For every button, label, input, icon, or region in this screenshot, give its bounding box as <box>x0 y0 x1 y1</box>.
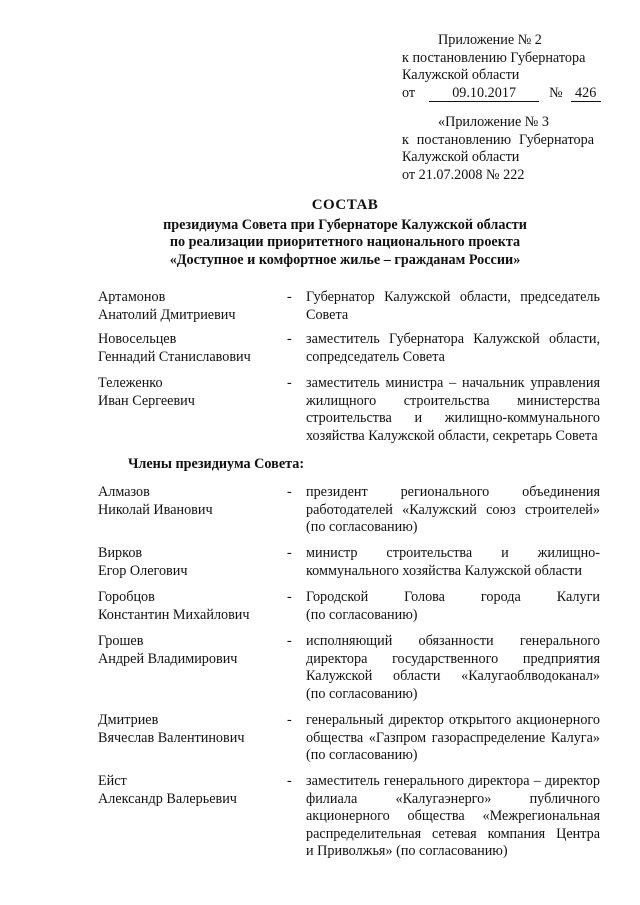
person-surname: Новосельцев <box>98 331 177 347</box>
person-role <box>306 589 600 624</box>
person-role <box>306 773 600 861</box>
role-line: акционерного общества «Межрегиональная <box>306 808 600 825</box>
person-given-name: Николай Иванович <box>98 501 213 518</box>
appendix-2-number-label: № <box>549 84 563 101</box>
heading-title: СОСТАВ <box>311 197 379 213</box>
person-role <box>306 633 600 703</box>
person-given-name: Александр Валерьевич <box>98 790 237 807</box>
role-line: сопредседатель Совета <box>306 348 445 365</box>
person-name <box>98 484 288 519</box>
dash-separator: - <box>287 289 292 305</box>
person-given-name: Анатолий Дмитриевич <box>98 306 236 323</box>
heading-line3: «Доступное и комфортное жилье – гражданам России» <box>169 251 521 268</box>
person-name <box>98 545 288 580</box>
appendix-2-from-label: от <box>402 84 416 101</box>
role-line: общества «Газпром газораспределение Калуга» <box>306 729 600 746</box>
person-given-name: Константин Михайлович <box>98 606 250 623</box>
person-name <box>98 331 288 366</box>
person-given-name: Егор Олегович <box>98 562 188 579</box>
role-line: хозяйства Калужской области, секретарь Совета <box>306 427 598 444</box>
person-surname: Вирков <box>98 545 143 561</box>
person-given-name: Андрей Владимирович <box>98 650 238 667</box>
person-role <box>306 545 600 580</box>
person-surname: Горобцов <box>98 589 155 605</box>
person-surname: Артамонов <box>98 289 166 305</box>
person-role <box>306 375 600 445</box>
appendix-2-number: 426 <box>571 85 601 102</box>
appendix-3-line3: от 21.07.2008 № 222 <box>402 166 525 183</box>
appendix-2-date-line <box>402 85 602 103</box>
appendix-2-block <box>402 32 602 102</box>
role-line: распределительная сетевая компания Центра <box>306 825 600 842</box>
appendix-2-line1: к постановлению Губернатора <box>402 49 586 66</box>
dash-separator: - <box>287 331 292 347</box>
role-line: заместитель генерального директора – директор <box>306 773 600 789</box>
person-surname: Грошев <box>98 633 144 649</box>
person-name <box>98 712 288 747</box>
role-line: (по согласованию) <box>306 606 418 623</box>
person-given-name: Иван Сергеевич <box>98 392 195 409</box>
person-role <box>306 289 600 324</box>
role-line: (по согласованию) <box>306 685 418 702</box>
dash-separator: - <box>287 773 292 789</box>
person-role <box>306 331 600 366</box>
role-line: жилищного строительства министерства <box>306 392 600 409</box>
person-surname: Тележенко <box>98 375 163 391</box>
role-line: Совета <box>306 306 349 323</box>
dash-separator: - <box>287 589 292 605</box>
dash-separator: - <box>287 712 292 728</box>
role-line: и Приволжья» (по согласованию) <box>306 843 508 860</box>
role-line: филиала «Калугаэнерго» публичного <box>306 790 600 807</box>
appendix-3-block <box>402 114 602 184</box>
person-surname: Дмитриев <box>98 712 159 728</box>
role-line: заместитель Губернатора Калужской области, <box>306 331 600 347</box>
role-line: строительства и жилищно-коммунального <box>306 410 600 427</box>
appendix-3-title: «Приложение № 3 <box>438 114 549 130</box>
person-surname: Ейст <box>98 773 127 789</box>
appendix-2-line2: Калужской области <box>402 67 520 84</box>
role-line: Губернатор Калужской области, председатель <box>306 289 600 305</box>
dash-separator: - <box>287 375 292 391</box>
person-surname: Алмазов <box>98 484 150 500</box>
role-line: Городской Голова города Калуги <box>306 589 600 605</box>
role-line: директора государственного предприятия <box>306 650 600 667</box>
person-given-name: Геннадий Станиславович <box>98 348 251 365</box>
person-role <box>306 484 600 537</box>
person-name <box>98 375 288 410</box>
appendix-3-line1: к постановлению Губернатора <box>402 131 594 148</box>
heading-line1: президиума Совета при Губернаторе Калужской области <box>163 216 527 233</box>
role-line: работодателей «Калужский союз строителей» <box>306 501 600 518</box>
appendix-3-line2: Калужской области <box>402 149 520 166</box>
appendix-2-date: 09.10.2017 <box>429 85 539 102</box>
person-role <box>306 712 600 765</box>
dash-separator: - <box>287 545 292 561</box>
role-line: (по согласованию) <box>306 519 418 536</box>
role-line: министр строительства и жилищно- <box>306 545 600 561</box>
role-line: коммунального хозяйства Калужской области <box>306 562 582 579</box>
role-line: исполняющий обязанности генерального <box>306 633 600 649</box>
dash-separator: - <box>287 484 292 500</box>
role-line: Калужской области «Калугаоблводоканал» <box>306 668 600 685</box>
person-name <box>98 289 288 324</box>
person-name <box>98 589 288 624</box>
person-name <box>98 633 288 668</box>
person-name <box>98 773 288 808</box>
dash-separator: - <box>287 633 292 649</box>
appendix-2-title: Приложение № 2 <box>438 32 542 48</box>
person-given-name: Вячеслав Валентинович <box>98 729 245 746</box>
role-line: президент регионального объединения <box>306 484 600 500</box>
document-heading <box>0 197 640 269</box>
members-section-label: Члены президиума Совета: <box>128 456 305 472</box>
role-line: генеральный директор открытого акционерного <box>306 712 600 728</box>
heading-line2: по реализации приоритетного национального проекта <box>169 234 521 251</box>
role-line: (по согласованию) <box>306 747 418 764</box>
role-line: заместитель министра – начальник управления <box>306 375 600 391</box>
